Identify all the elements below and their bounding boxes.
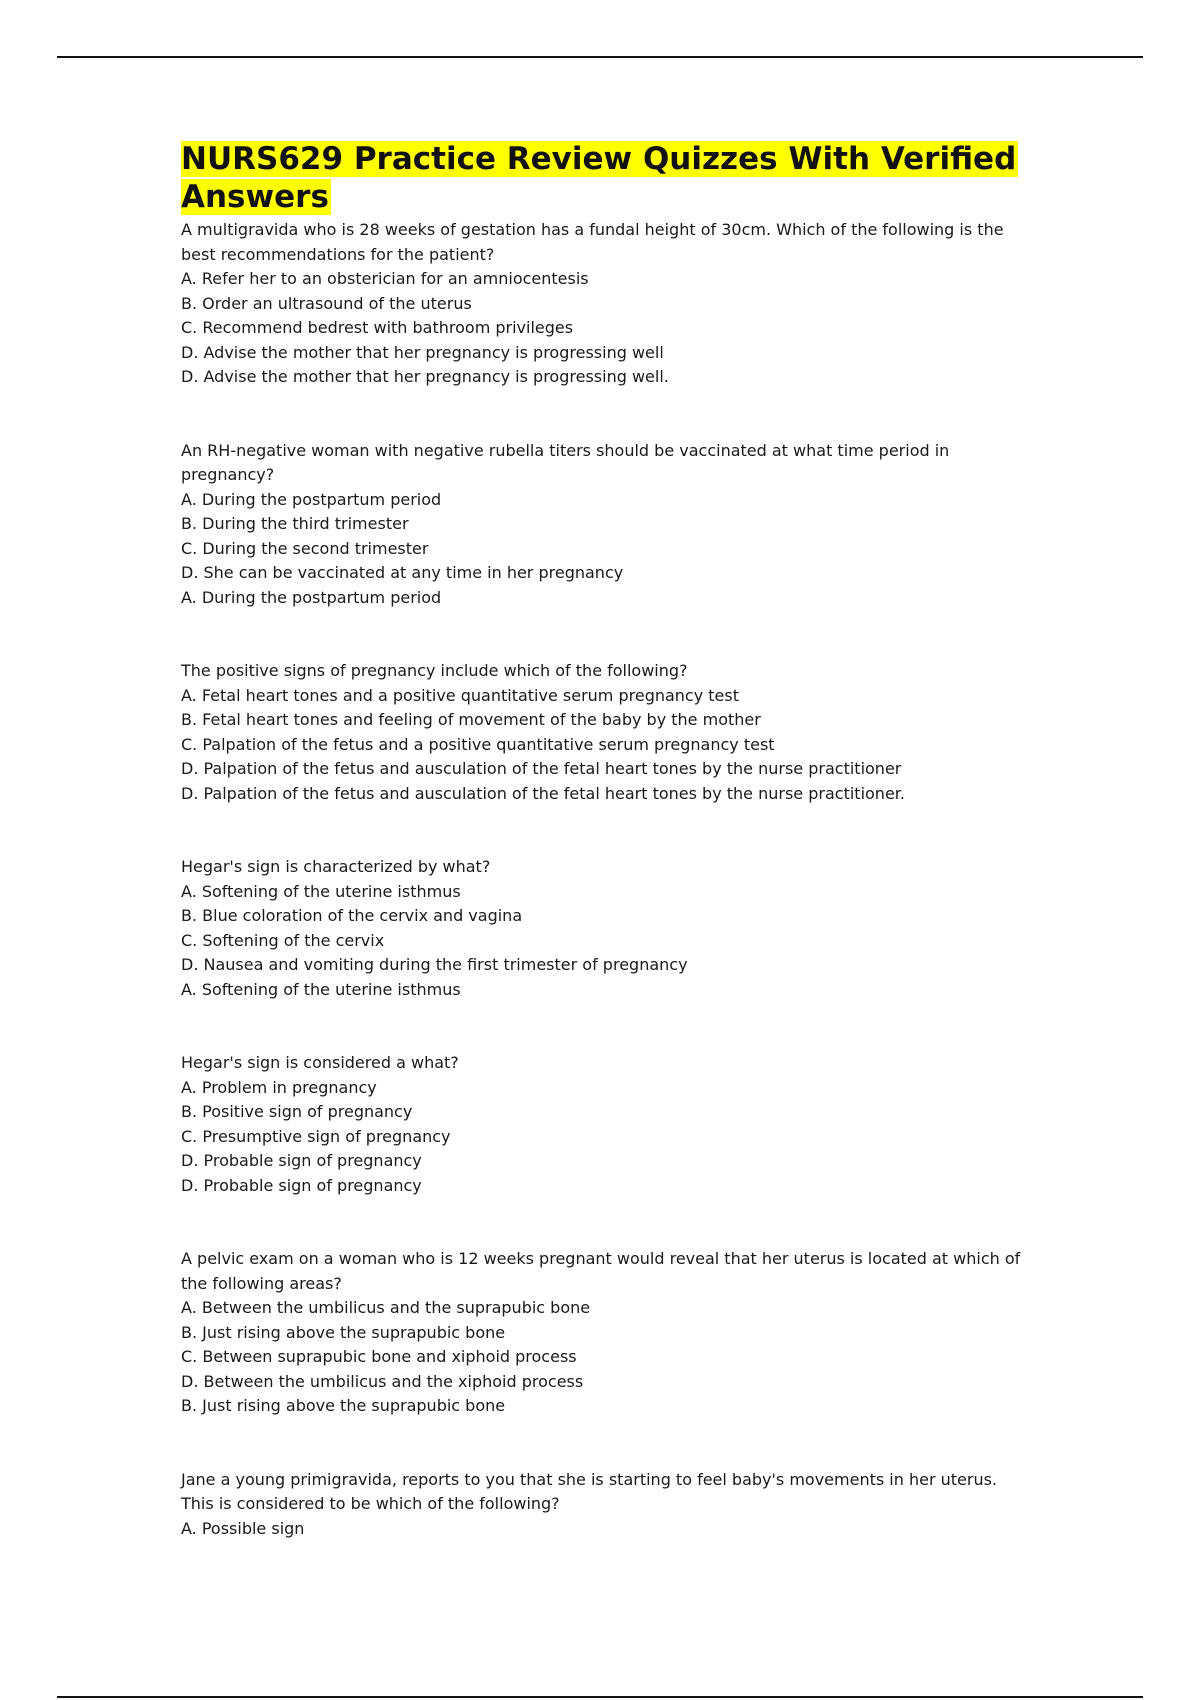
verified-answer: B. Just rising above the suprapubic bone — [181, 1396, 506, 1415]
answer-option: C. Softening of the cervix — [181, 930, 385, 950]
question-5 — [181, 1051, 1031, 1198]
document-title-highlight: NURS629 Practice Review Quizzes With Verified Answers — [181, 141, 1017, 215]
answer-option: C. Palpation of the fetus and a positive quantitative serum pregnancy test — [181, 734, 775, 754]
question-2 — [181, 439, 1031, 611]
answer-option: B. During the third trimester — [181, 514, 409, 533]
answer-option: D. Between the umbilicus and the xiphoid process — [181, 1371, 584, 1391]
document-body — [181, 140, 1031, 1541]
answer-option: A. Refer her to an obsterician for an amniocentesis — [181, 269, 589, 288]
answer-option: D. Probable sign of pregnancy — [181, 1151, 422, 1170]
answer-option: A. Softening of the uterine isthmus — [181, 881, 461, 901]
answer-option: B. Order an ultrasound of the uterus — [181, 293, 472, 313]
question-6 — [181, 1247, 1031, 1419]
top-rule — [57, 56, 1143, 58]
answer-option: C. Presumptive sign of pregnancy — [181, 1126, 451, 1146]
answer-option: C. During the second trimester — [181, 538, 429, 558]
answer-option: C. Recommend bedrest with bathroom privileges — [181, 318, 574, 337]
question-4 — [181, 855, 1031, 1002]
verified-answer: D. Palpation of the fetus and ausculation of the fetal heart tones by the nurse practitioner. — [181, 783, 905, 803]
answer-option: D. Nausea and vomiting during the first trimester of pregnancy — [181, 955, 688, 974]
question-text: Jane a young primigravida, reports to you that she is starting to feel baby's movements in her uterus. This is considered to be which of the following? — [181, 1469, 998, 1513]
answer-option: D. Palpation of the fetus and ausculation of the fetal heart tones by the nurse practitioner — [181, 759, 902, 778]
answer-option: B. Just rising above the suprapubic bone — [181, 1322, 506, 1342]
question-text: Hegar's sign is considered a what? — [181, 1053, 459, 1072]
document-title — [181, 140, 1031, 216]
bottom-rule — [57, 1696, 1143, 1698]
answer-option: D. Advise the mother that her pregnancy is progressing well — [181, 342, 664, 362]
verified-answer: D. Probable sign of pregnancy — [181, 1175, 422, 1195]
answer-option: A. Possible sign — [181, 1518, 305, 1538]
answer-option: D. She can be vaccinated at any time in her pregnancy — [181, 563, 624, 582]
answer-option: A. During the postpartum period — [181, 489, 442, 509]
answer-option: C. Between suprapubic bone and xiphoid process — [181, 1347, 577, 1366]
verified-answer: A. During the postpartum period — [181, 587, 442, 607]
answer-option: B. Positive sign of pregnancy — [181, 1102, 413, 1121]
answer-option: A. Problem in pregnancy — [181, 1077, 377, 1097]
answer-option: B. Blue coloration of the cervix and vagina — [181, 906, 523, 925]
answer-option: B. Fetal heart tones and feeling of movement of the baby by the mother — [181, 710, 761, 729]
question-1 — [181, 218, 1031, 390]
question-text: Hegar's sign is characterized by what? — [181, 857, 491, 876]
question-text: A pelvic exam on a woman who is 12 weeks pregnant would reveal that her uterus is located at which of the following areas? — [181, 1249, 1021, 1293]
question-3 — [181, 659, 1031, 806]
question-text: The positive signs of pregnancy include which of the following? — [181, 661, 688, 680]
answer-option: A. Between the umbilicus and the suprapubic bone — [181, 1298, 591, 1317]
answer-option: A. Fetal heart tones and a positive quantitative serum pregnancy test — [181, 685, 740, 705]
question-7 — [181, 1468, 1031, 1542]
question-text: An RH-negative woman with negative rubella titers should be vaccinated at what time period in pregnancy? — [181, 440, 950, 484]
question-text: A multigravida who is 28 weeks of gestation has a fundal height of 30cm. Which of the following is the best recommendations for the patient? — [181, 220, 1004, 264]
verified-answer: A. Softening of the uterine isthmus — [181, 979, 461, 999]
verified-answer: D. Advise the mother that her pregnancy is progressing well. — [181, 367, 669, 386]
